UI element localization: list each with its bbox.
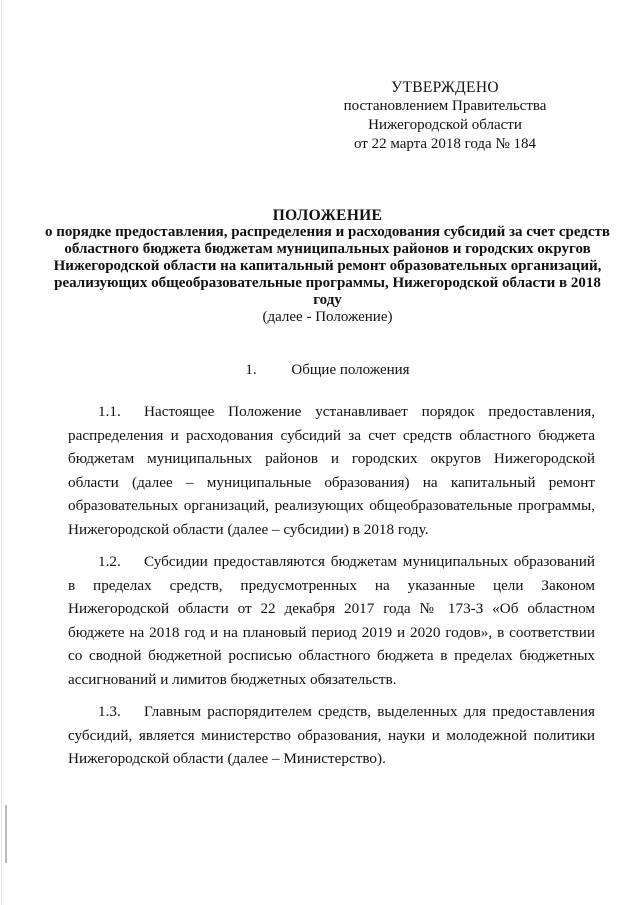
document-body (68, 400, 595, 780)
approval-line-1: постановлением Правительства (343, 98, 547, 114)
approval-stamp (330, 78, 560, 154)
scan-edge-line (1, 0, 2, 905)
document-title-block (40, 207, 615, 326)
document-subtitle: о порядке предоставления, распределения и расходования субсидий за счет средств областного бюджета бюджетам муниципальных районов и городских округов Нижегородской области на капитальный ремонт образовательных организаций, реализующих общеобразовательные программы, Нижегородской области в 2018 году (44, 224, 611, 308)
approval-line-3: от 22 марта 2018 года № 184 (353, 136, 537, 152)
paragraph-text: Настоящее Положение устанавливает порядок предоставления, распределения и расходования субсидий за счет средств областного бюджета бюджетам муниципальных районов и городских округов Нижегородской области (далее – муниципальные образования) на капитальный ремонт образовательных организаций, реализующих общеобразовательные программы, Нижегородской области (далее – субсидии) в 2018 году. (68, 403, 595, 538)
section-number: 1. (245, 362, 257, 378)
section-heading (40, 361, 615, 379)
approval-line-2: Нижегородской области (368, 117, 522, 133)
paragraph-number: 1.1. (98, 403, 121, 420)
paragraph-number: 1.3. (98, 703, 121, 720)
paragraph (68, 700, 595, 771)
document-note: (далее - Положение) (262, 309, 393, 325)
section-title: Общие положения (291, 362, 410, 378)
paragraph-text: Субсидии предоставляются бюджетам муниципальных образований в пределах средств, предусмотренных на указанные цели Законом Нижегородской области от 22 декабря 2017 года № 173-З «Об областном бюджете на 2018 год и на плановый период 2019 и 2020 годов», в соответствии со сводной бюджетной росписью областного бюджета в пределах бюджетных ассигнований и лимитов бюджетных обязательств. (68, 553, 595, 688)
paragraph (68, 550, 595, 691)
approval-title: УТВЕРЖДЕНО (391, 79, 499, 96)
paragraph-number: 1.2. (98, 553, 121, 570)
paragraph-text: Главным распорядителем средств, выделенных для предоставления субсидий, является министерство образования, науки и молодежной политики Нижегородской области (далее – Министерство). (68, 703, 595, 767)
scan-margin-mark (5, 805, 7, 863)
paragraph (68, 400, 595, 541)
document-title: ПОЛОЖЕНИЕ (272, 207, 383, 224)
